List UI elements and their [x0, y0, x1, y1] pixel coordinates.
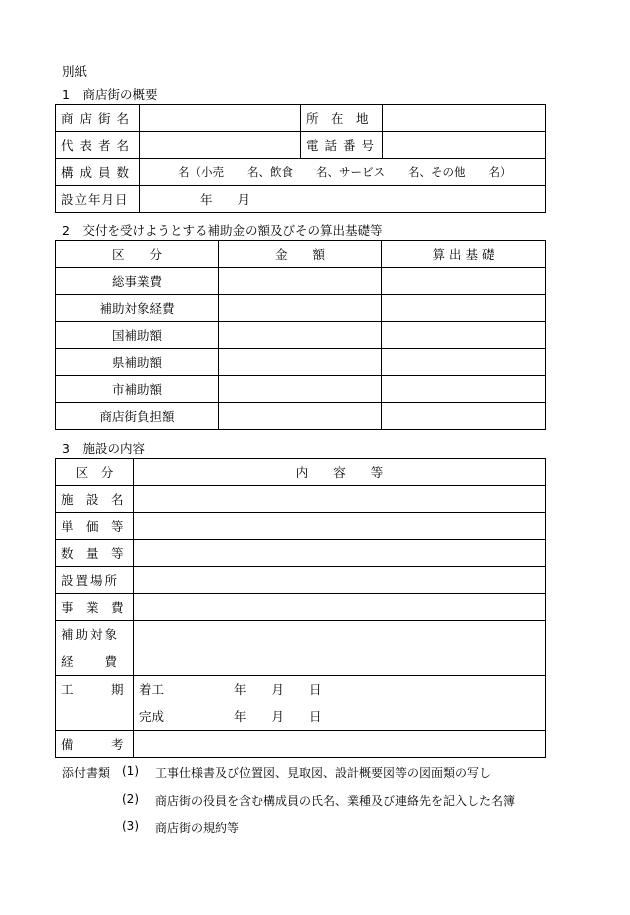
- amount-cell[interactable]: [219, 268, 382, 295]
- amount-cell[interactable]: [219, 349, 382, 376]
- member-count-label: 構成員数: [56, 159, 140, 186]
- project-cost-field[interactable]: [134, 594, 546, 621]
- period-field[interactable]: [134, 676, 546, 731]
- table-row: [56, 403, 546, 430]
- basis-cell[interactable]: [382, 295, 546, 322]
- row-label-national: 国補助額: [56, 322, 219, 349]
- unit-price-field[interactable]: [134, 513, 546, 540]
- phone-label: 電話番号: [301, 132, 383, 159]
- remarks-field[interactable]: [134, 731, 546, 758]
- attachment-num: (3): [122, 819, 139, 833]
- basis-cell[interactable]: [382, 322, 546, 349]
- header-category: 区 分: [56, 241, 219, 268]
- start-line: [139, 676, 540, 703]
- attachment-label: 別紙: [62, 64, 88, 79]
- table-row: [56, 594, 546, 621]
- header-category: 区 分: [56, 459, 134, 486]
- table-row: [56, 295, 546, 322]
- row-label-total: 総事業費: [56, 268, 219, 295]
- row-label-eligible: 補助対象経費: [56, 295, 219, 322]
- attachment-text: 商店街の規約等: [155, 821, 240, 835]
- facility-name-field[interactable]: [134, 486, 546, 513]
- row-label-shopstreet: 商店街負担額: [56, 403, 219, 430]
- unit-price-label: 単 価 等: [56, 513, 134, 540]
- quantity-field[interactable]: [134, 540, 546, 567]
- table-row: [56, 322, 546, 349]
- quantity-label: 数 量 等: [56, 540, 134, 567]
- table-row: [56, 676, 546, 731]
- project-cost-label: 事 業 費: [56, 594, 134, 621]
- established-field[interactable]: 年 月: [140, 186, 546, 213]
- table-row: [56, 486, 546, 513]
- attachment-num: (2): [122, 792, 139, 806]
- amount-cell[interactable]: [219, 295, 382, 322]
- shop-street-name-label: 商店街名: [56, 105, 140, 132]
- shop-street-name-field[interactable]: [140, 105, 301, 132]
- amount-cell[interactable]: [219, 322, 382, 349]
- attachment-text: 工事仕様書及び位置図、見取図、設計概要図等の図面類の写し: [155, 766, 492, 780]
- subsidy-header-row: [56, 241, 546, 268]
- representative-label: 代表者名: [56, 132, 140, 159]
- finish-date: 年 月 日: [234, 709, 322, 724]
- table-row: [56, 349, 546, 376]
- section-1-title: 1 商店街の概要: [62, 87, 158, 102]
- basis-cell[interactable]: [382, 349, 546, 376]
- overview-row: [56, 105, 546, 132]
- finish-line: [139, 703, 540, 730]
- table-row: [56, 567, 546, 594]
- overview-row: [56, 186, 546, 213]
- table-row: [56, 268, 546, 295]
- section-2-title: 2 交付を受けようとする補助金の額及びその算出基礎等: [62, 223, 383, 238]
- install-place-label: 設置場所: [56, 567, 134, 594]
- row-label-prefecture: 県補助額: [56, 349, 219, 376]
- header-content: 内 容 等: [134, 459, 546, 486]
- member-count-field[interactable]: 名（小売 名、飲食 名、サービス 名、その他 名）: [140, 159, 546, 186]
- basis-cell[interactable]: [382, 268, 546, 295]
- eligible-cost-label: [56, 621, 134, 676]
- location-field[interactable]: [383, 105, 546, 132]
- attachment-num: (1): [122, 764, 139, 778]
- install-place-field[interactable]: [134, 567, 546, 594]
- table-row: [56, 540, 546, 567]
- amount-cell[interactable]: [219, 403, 382, 430]
- facility-name-label: 施 設 名: [56, 486, 134, 513]
- finish-label: 完成: [139, 709, 165, 724]
- overview-table: [55, 104, 546, 213]
- table-row: [56, 513, 546, 540]
- table-row: [56, 621, 546, 676]
- basis-cell[interactable]: [382, 376, 546, 403]
- attachment-text: 商店街の役員を含む構成員の氏名、業種及び連絡先を記入した名簿: [155, 794, 516, 808]
- eligible-cost-field[interactable]: [134, 621, 546, 676]
- facility-header-row: [56, 459, 546, 486]
- basis-cell[interactable]: [382, 403, 546, 430]
- subsidy-table: [55, 240, 546, 430]
- header-basis: 算 出 基 礎: [382, 241, 546, 268]
- attachments-label: 添付書類: [62, 766, 111, 780]
- overview-row: [56, 132, 546, 159]
- representative-field[interactable]: [140, 132, 301, 159]
- table-row: [56, 376, 546, 403]
- location-label: 所 在 地: [301, 105, 383, 132]
- table-row: [56, 731, 546, 758]
- header-amount: 金 額: [219, 241, 382, 268]
- eligible-cost-label-line2: 経 費: [61, 654, 120, 669]
- eligible-cost-label-line1: 補助対象: [61, 627, 120, 642]
- amount-cell[interactable]: [219, 376, 382, 403]
- section-3-title: 3 施設の内容: [62, 441, 145, 456]
- row-label-city: 市補助額: [56, 376, 219, 403]
- overview-row: [56, 159, 546, 186]
- established-label: 設立年月日: [56, 186, 140, 213]
- remarks-label: 備 考: [56, 731, 134, 758]
- start-date: 年 月 日: [234, 682, 322, 697]
- start-label: 着工: [139, 682, 165, 697]
- phone-field[interactable]: [383, 132, 546, 159]
- facility-table: [55, 458, 546, 758]
- period-label: 工 期: [56, 676, 134, 731]
